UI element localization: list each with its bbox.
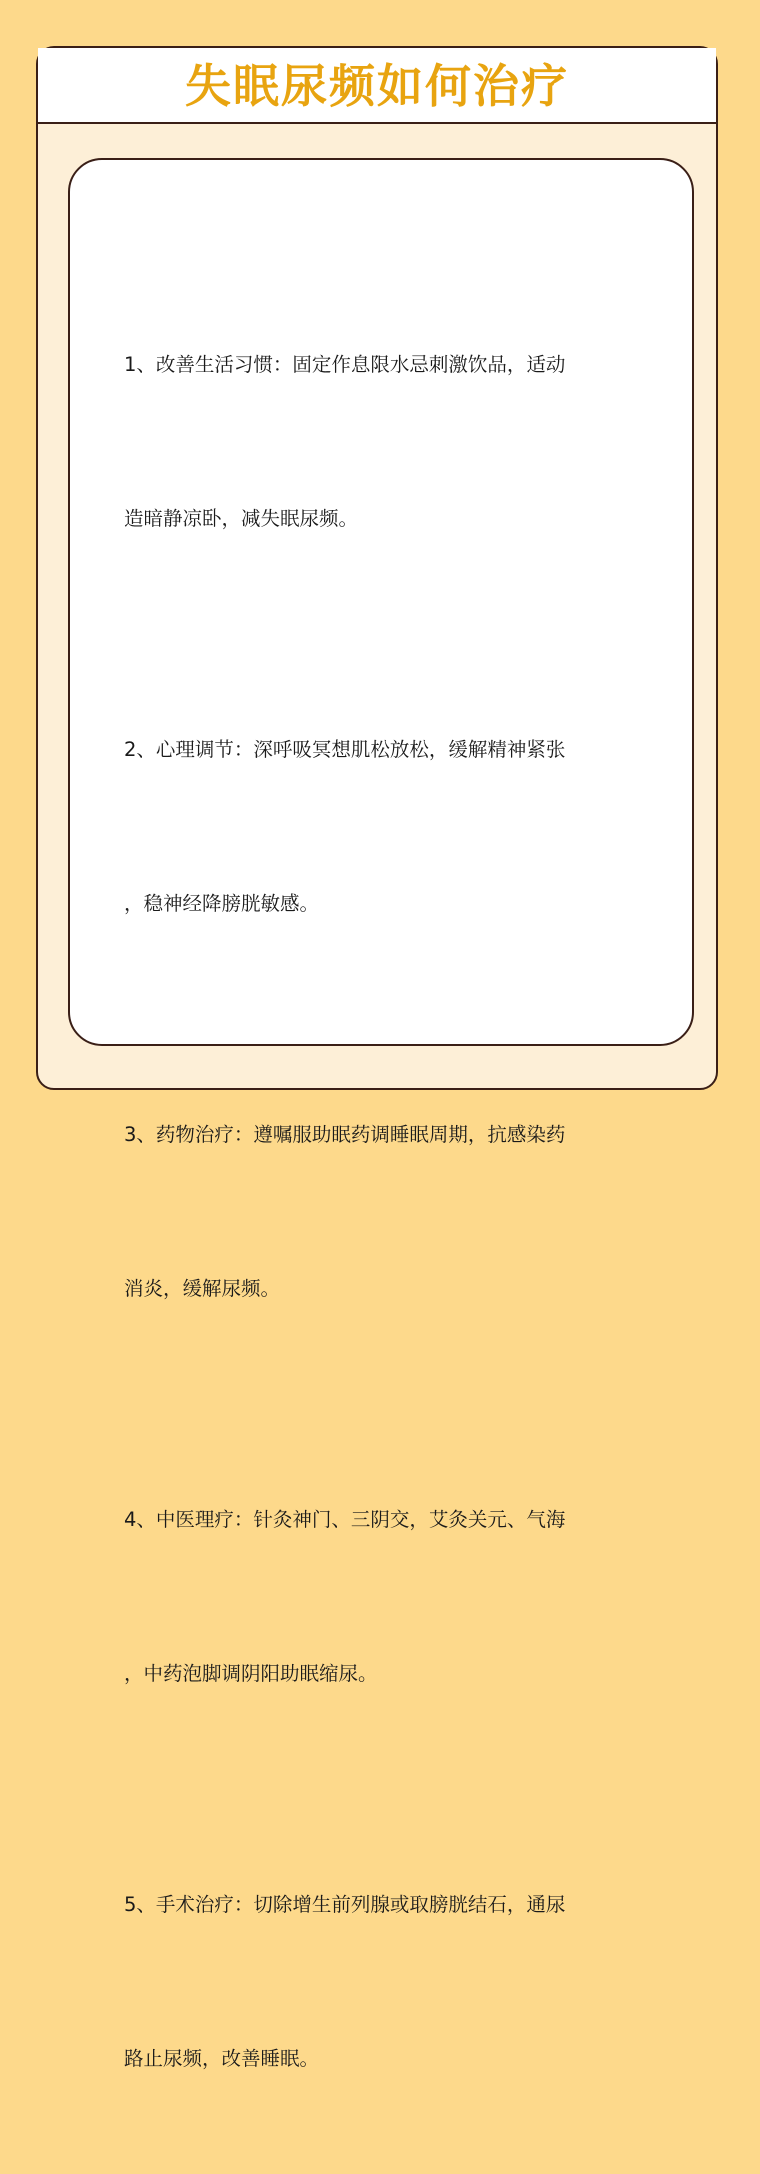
list-item-line: 1、改善生活习惯：固定作息限水忌刺激饮品，适动 <box>124 353 566 376</box>
title-band <box>38 48 716 124</box>
list-item <box>124 249 644 634</box>
list-item-line: 5、手术治疗：切除增生前列腺或取膀胱结石，通尿 <box>124 1893 566 1916</box>
list-item-line: 3、药物治疗：遵嘱服助眠药调睡眠周期，抗感染药 <box>124 1123 566 1146</box>
page-title: 失眠尿频如何治疗 <box>185 59 569 113</box>
list-item <box>124 1019 644 1404</box>
list-item <box>124 1404 644 1789</box>
list-item-line: 4、中医理疗：针灸神门、三阴交，艾灸关元、气海 <box>124 1508 566 1531</box>
list-item <box>124 1789 644 2174</box>
content-list <box>124 249 644 2174</box>
list-item-line: ，中药泡脚调阴阳助眠缩尿。 <box>124 1662 378 1685</box>
outer-card <box>36 46 718 2070</box>
list-item-line: 消炎，缓解尿频。 <box>124 1277 281 1300</box>
list-item-line: 2、心理调节：深呼吸冥想肌松放松，缓解精神紧张 <box>124 738 566 761</box>
list-item <box>124 634 644 1019</box>
list-item-line: 路止尿频，改善睡眠。 <box>124 2047 320 2070</box>
content-card <box>68 158 694 2070</box>
list-item-line: ，稳神经降膀胱敏感。 <box>124 892 320 915</box>
list-item-line: 造暗静凉卧，减失眠尿频。 <box>124 507 359 530</box>
